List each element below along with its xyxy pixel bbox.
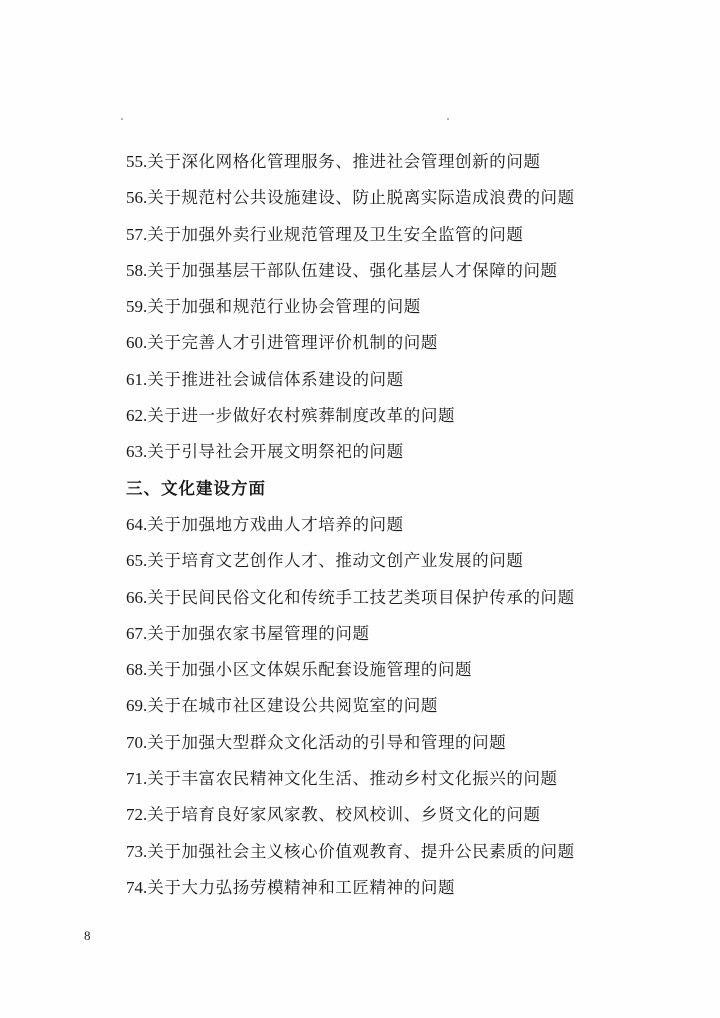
list-item: [126, 362, 626, 398]
item-number: 63.: [126, 442, 148, 462]
list-item: [126, 870, 626, 906]
list-item: [126, 616, 626, 652]
item-text: 关于培育良好家风家教、校风校训、乡贤文化的问题: [147, 805, 541, 825]
list-item: [126, 398, 626, 434]
item-text: 关于进一步做好农村殡葬制度改革的问题: [147, 406, 456, 426]
item-text: 关于完善人才引进管理评价机制的问题: [147, 333, 438, 353]
item-number: 67.: [126, 623, 148, 643]
list-item: [126, 652, 626, 688]
item-text: 关于加强小区文体娱乐配套设施管理的问题: [147, 660, 473, 680]
item-number: 70.: [126, 732, 148, 752]
item-text: 关于引导社会开展文明祭祀的问题: [147, 442, 404, 462]
item-number: 68.: [126, 660, 148, 680]
list-item: [126, 725, 626, 761]
item-number: 61.: [126, 369, 148, 389]
list-item: [126, 761, 626, 797]
item-number: 69.: [126, 696, 148, 716]
item-text: 关于加强社会主义核心价值观教育、提升公民素质的问题: [147, 841, 575, 861]
item-text: 关于加强和规范行业协会管理的问题: [147, 297, 421, 317]
item-text: 关于丰富农民精神文化生活、推动乡村文化振兴的问题: [147, 769, 558, 789]
item-text: 关于加强大型群众文化活动的引导和管理的问题: [147, 732, 507, 752]
list-item: [126, 325, 626, 361]
section-heading: 三、文化建设方面: [126, 478, 266, 498]
list-item: [126, 144, 626, 180]
item-number: 56.: [126, 188, 148, 208]
item-number: 57.: [126, 224, 148, 244]
item-number: 60.: [126, 333, 148, 353]
list-item: [126, 543, 626, 579]
list-item: [126, 507, 626, 543]
item-number: 55.: [126, 152, 148, 171]
item-number: 59.: [126, 297, 148, 317]
list-item: [126, 434, 626, 470]
scan-speck: [121, 118, 123, 120]
item-text: 关于加强基层干部队伍建设、强化基层人才保障的问题: [147, 260, 558, 280]
item-number: 62.: [126, 406, 148, 426]
item-number: 74.: [126, 877, 148, 897]
list-item: [126, 834, 626, 870]
item-number: 58.: [126, 260, 148, 280]
list-item: [126, 180, 626, 216]
list-item: [126, 797, 626, 833]
list-item: [126, 289, 626, 325]
list-item: [126, 253, 626, 289]
item-number: 66.: [126, 587, 148, 607]
topic-list: [126, 144, 626, 906]
item-text: 关于大力弘扬劳模精神和工匠精神的问题: [147, 877, 456, 897]
item-text: 关于加强农家书屋管理的问题: [147, 623, 370, 643]
item-text: 关于深化网格化管理服务、推进社会管理创新的问题: [147, 152, 541, 171]
list-item: [126, 688, 626, 724]
item-text: 关于规范村公共设施建设、防止脱离实际造成浪费的问题: [147, 188, 575, 208]
item-number: 65.: [126, 551, 148, 571]
item-text: 关于加强外卖行业规范管理及卫生安全监管的问题: [147, 224, 524, 244]
scan-speck: [447, 118, 449, 120]
list-item: [126, 217, 626, 253]
page-number: 8: [84, 928, 91, 943]
item-number: 64.: [126, 514, 148, 534]
item-number: 73.: [126, 841, 148, 861]
item-text: 关于在城市社区建设公共阅览室的问题: [147, 696, 438, 716]
item-text: 关于推进社会诚信体系建设的问题: [147, 369, 404, 389]
item-text: 关于培育文艺创作人才、推动文创产业发展的问题: [147, 551, 524, 571]
item-text: 关于加强地方戏曲人才培养的问题: [147, 514, 404, 534]
list-item: [126, 580, 626, 616]
item-number: 71.: [126, 769, 148, 789]
item-text: 关于民间民俗文化和传统手工技艺类项目保护传承的问题: [147, 587, 575, 607]
item-number: 72.: [126, 805, 148, 825]
